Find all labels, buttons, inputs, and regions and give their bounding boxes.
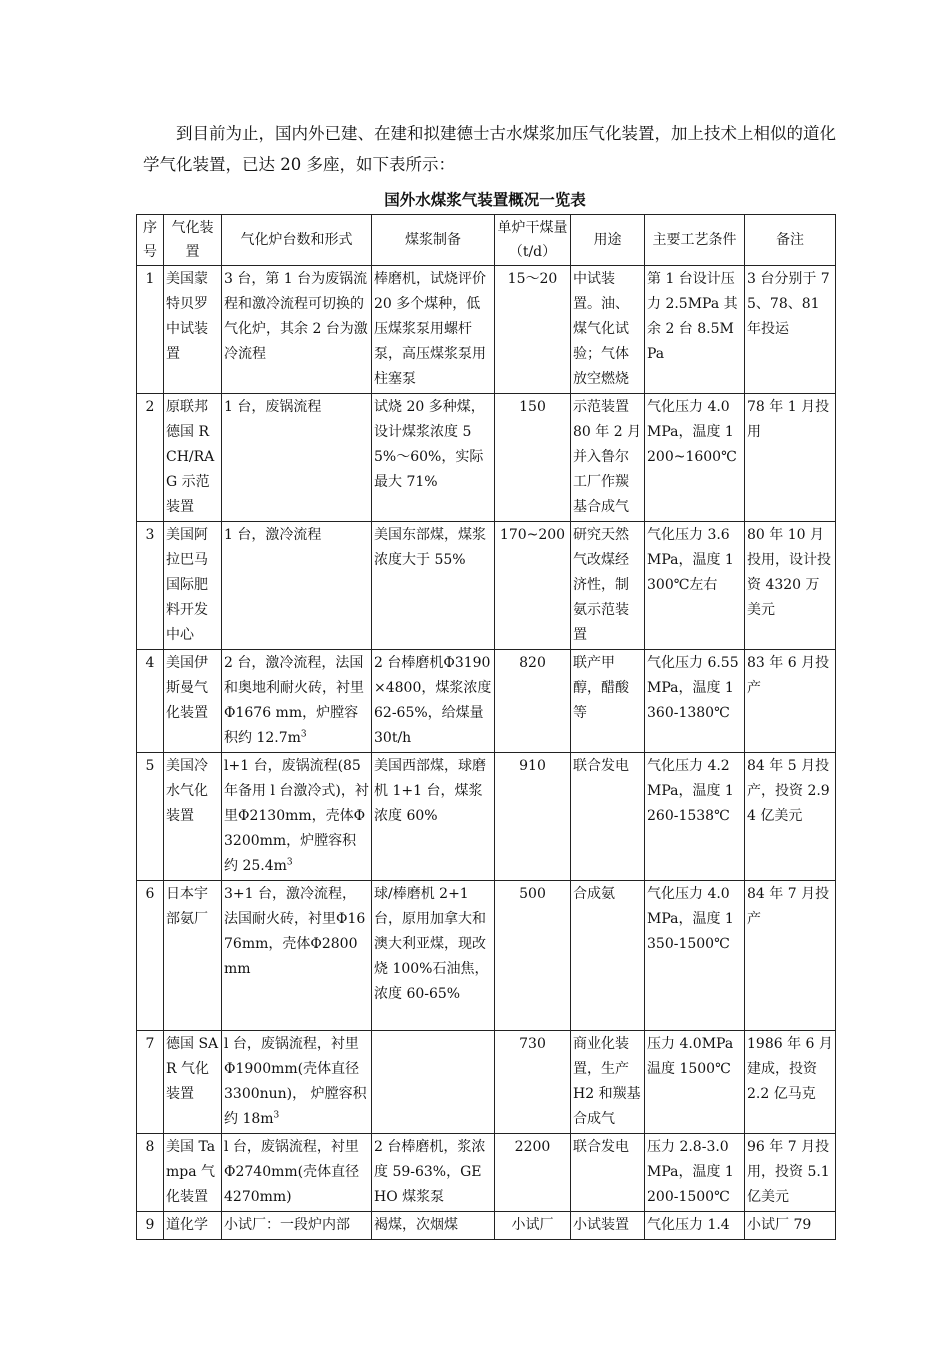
- row-conditions: 第 1 台设计压力 2.5MPa 其余 2 台 8.5MPa: [645, 266, 745, 394]
- row-tpd: 150: [495, 394, 571, 522]
- row-no: 6: [137, 881, 164, 1031]
- row-note: 78 年 1 月投用: [745, 394, 836, 522]
- superscript: 3: [300, 729, 307, 740]
- row-use: 联产甲醇，醋酸等: [571, 650, 645, 753]
- row-tpd: 170~200: [495, 522, 571, 650]
- row-furnace: 1 台，废锅流程: [222, 394, 372, 522]
- row-tpd: 820: [495, 650, 571, 753]
- row-use: 研究天然气改煤经济性，制氨示范装置: [571, 522, 645, 650]
- row-slurry: 棒磨机，试烧评价 20 多个煤种，低压煤浆泵用螺杆泵，高压煤浆泵用柱塞泵: [372, 266, 495, 394]
- header-tpd: 单炉干煤量（t/d）: [495, 215, 571, 266]
- row-furnace: 3+1 台，激冷流程，法国耐火砖，衬里Φ1676mm，壳体Φ2800mm: [222, 881, 372, 1031]
- row-furnace: 1 台，激冷流程: [222, 522, 372, 650]
- row-no: 7: [137, 1031, 164, 1134]
- furnace-text: 2 台，激冷流程，法国和奥地利耐火砖，衬里Φ1676 mm，炉膛容积约 12.7m: [224, 655, 364, 746]
- row-slurry: 美国西部煤，球磨机 1+1 台，煤浆浓度 60%: [372, 753, 495, 881]
- header-conditions: 主要工艺条件: [645, 215, 745, 266]
- gasifier-table: [136, 214, 836, 1240]
- row-slurry: 褐煤，次烟煤: [372, 1212, 495, 1240]
- row-conditions: 气化压力 4.0MPa，温度 1200~1600℃: [645, 394, 745, 522]
- row-furnace: [222, 753, 372, 881]
- header-no: 序号: [137, 215, 164, 266]
- row-tpd: 500: [495, 881, 571, 1031]
- row-conditions: 气化压力 3.6MPa，温度 1300℃左右: [645, 522, 745, 650]
- row-no: 3: [137, 522, 164, 650]
- row-furnace: 3 台，第 1 台为废锅流程和激冷流程可切换的气化炉，其余 2 台为激冷流程: [222, 266, 372, 394]
- row-unit: 德国 SAR 气化装置: [164, 1031, 222, 1134]
- row-conditions: 气化压力 6.55 MPa，温度 1360-1380℃: [645, 650, 745, 753]
- row-furnace: [222, 650, 372, 753]
- table-row: [137, 1212, 836, 1240]
- intro-paragraph: [143, 118, 843, 180]
- table-row: [137, 266, 836, 394]
- superscript: 3: [286, 857, 293, 868]
- superscript: 3: [273, 1110, 280, 1121]
- row-no: 1: [137, 266, 164, 394]
- row-conditions: 压力 2.8-3.0 MPa，温度 1200-1500℃: [645, 1134, 745, 1212]
- furnace-text: l+1 台，废锅流程(85 年备用 l 台激冷式)，衬里Φ2130mm，壳体Φ3200mm，炉膛容积约 25.4m: [224, 758, 369, 874]
- row-furnace: [222, 1031, 372, 1134]
- row-use: 联合发电: [571, 1134, 645, 1212]
- row-unit: 美国伊斯曼气化装置: [164, 650, 222, 753]
- row-note: 3 台分别于 75、78、81 年投运: [745, 266, 836, 394]
- row-tpd: 910: [495, 753, 571, 881]
- table-row: [137, 881, 836, 1031]
- row-slurry: [372, 1031, 495, 1134]
- row-unit: 原联邦德国 RCH/RAG 示范装置: [164, 394, 222, 522]
- row-note: 84 年 5 月投产，投资 2.94 亿美元: [745, 753, 836, 881]
- row-unit: 美国蒙特贝罗中试装置: [164, 266, 222, 394]
- header-slurry: 煤浆制备: [372, 215, 495, 266]
- table-row: [137, 394, 836, 522]
- row-slurry: 美国东部煤，煤浆浓度大于 55%: [372, 522, 495, 650]
- table-row: [137, 1031, 836, 1134]
- header-furnace: 气化炉台数和形式: [222, 215, 372, 266]
- row-no: 8: [137, 1134, 164, 1212]
- row-unit: 美国 Tampa 气化装置: [164, 1134, 222, 1212]
- row-unit: 道化学: [164, 1212, 222, 1240]
- header-unit: 气化装置: [164, 215, 222, 266]
- row-conditions: 气化压力 1.4: [645, 1212, 745, 1240]
- row-no: 4: [137, 650, 164, 753]
- row-slurry: 2 台棒磨机，浆浓度 59-63%，GEHO 煤浆泵: [372, 1134, 495, 1212]
- row-unit: 美国冷水气化装置: [164, 753, 222, 881]
- table-row: [137, 753, 836, 881]
- row-slurry: 试烧 20 多种煤，设计煤浆浓度 55%～60%，实际最大 71%: [372, 394, 495, 522]
- row-tpd: 小试厂: [495, 1212, 571, 1240]
- row-note: 96 年 7 月投用，投资 5.1 亿美元: [745, 1134, 836, 1212]
- row-use: 示范装置 80 年 2 月并入鲁尔工厂作羰基合成气: [571, 394, 645, 522]
- row-unit: 美国阿拉巴马国际肥料开发中心: [164, 522, 222, 650]
- row-tpd: 2200: [495, 1134, 571, 1212]
- row-use: 商业化装置，生产 H2 和羰基合成气: [571, 1031, 645, 1134]
- row-tpd: 15～20: [495, 266, 571, 394]
- row-furnace: l 台，废锅流程，衬里Φ2740mm(壳体直径 4270mm): [222, 1134, 372, 1212]
- row-use: 中试装置。油、煤气化试验；气体放空燃烧: [571, 266, 645, 394]
- table-row: [137, 650, 836, 753]
- row-use: 联合发电: [571, 753, 645, 881]
- intro-text: 到目前为止，国内外已建、在建和拟建德士古水煤浆加压气化装置，加上技术上相似的道化学气化装置，已达 20 多座，如下表所示：: [143, 124, 836, 174]
- row-use: 小试装置: [571, 1212, 645, 1240]
- row-slurry: 2 台棒磨机Φ3190×4800，煤浆浓度 62-65%，给煤量 30t/h: [372, 650, 495, 753]
- table-row: [137, 1134, 836, 1212]
- row-note: 1986 年 6 月建成，投资 2.2 亿马克: [745, 1031, 836, 1134]
- row-conditions: 气化压力 4.2MPa，温度 1260-1538℃: [645, 753, 745, 881]
- row-note: 84 年 7 月投产: [745, 881, 836, 1031]
- row-tpd: 730: [495, 1031, 571, 1134]
- table-header-row: [137, 215, 836, 266]
- row-note: 小试厂 79: [745, 1212, 836, 1240]
- row-slurry: 球/棒磨机 2+1 台，原用加拿大和澳大利亚煤，现改烧 100%石油焦，浓度 60-65%: [372, 881, 495, 1031]
- row-furnace: 小试厂：一段炉内部: [222, 1212, 372, 1240]
- furnace-text: l 台，废锅流程，衬里Φ1900mm(壳体直径 3300nun)， 炉膛容积约 18m: [224, 1036, 367, 1127]
- row-note: 80 年 10 月投用，设计投资 4320 万美元: [745, 522, 836, 650]
- table-caption: 国外水煤浆气装置概况一览表: [384, 190, 586, 209]
- row-note: 83 年 6 月投产: [745, 650, 836, 753]
- row-use: 合成氨: [571, 881, 645, 1031]
- header-use: 用途: [571, 215, 645, 266]
- header-note: 备注: [745, 215, 836, 266]
- row-no: 5: [137, 753, 164, 881]
- row-conditions: 气化压力 4.0MPa，温度 1350-1500℃: [645, 881, 745, 1031]
- row-unit: 日本宇部氨厂: [164, 881, 222, 1031]
- table-row: [137, 522, 836, 650]
- row-no: 2: [137, 394, 164, 522]
- row-conditions: 压力 4.0MPa 温度 1500℃: [645, 1031, 745, 1134]
- row-no: 9: [137, 1212, 164, 1240]
